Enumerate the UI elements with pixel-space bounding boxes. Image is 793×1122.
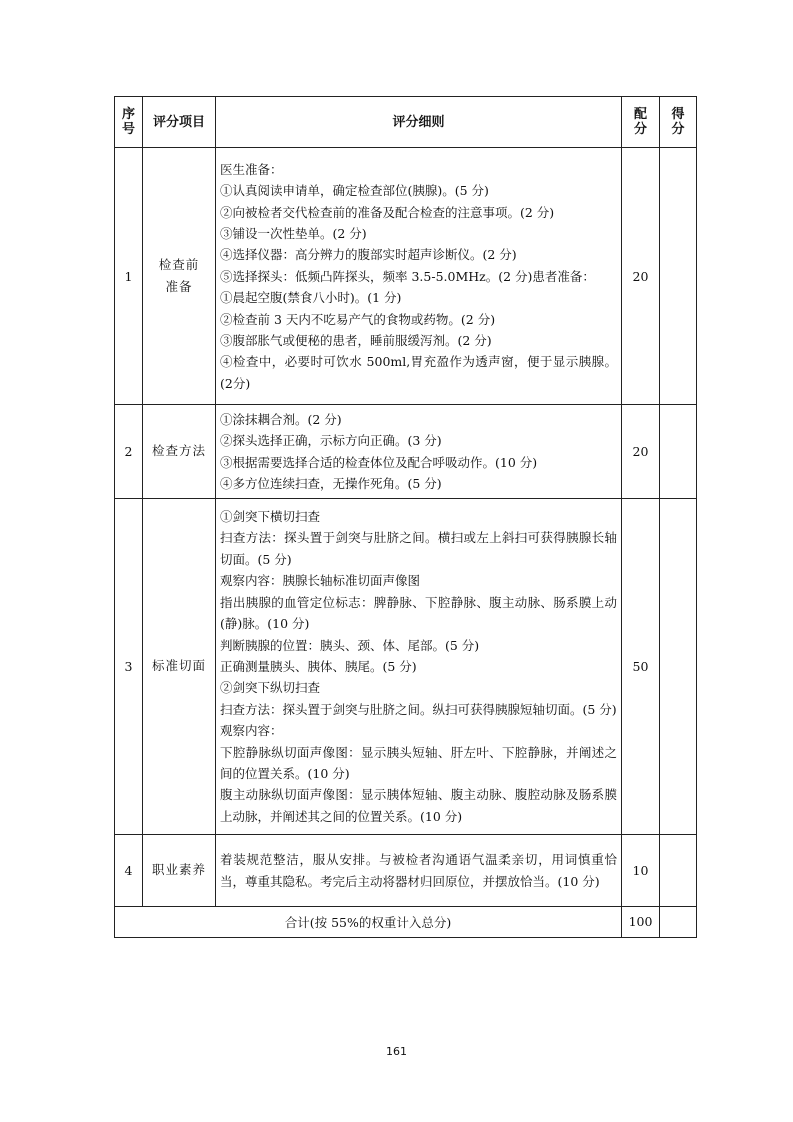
detail-line: 扫查方法：探头置于剑突与肚脐之间。纵扫可获得胰腺短轴切面。(5 分) (220, 701, 617, 717)
detail-line: ①认真阅读申请单，确定检查部位(胰腺)。(5 分) (220, 183, 489, 199)
detail-line: 下腔静脉纵切面声像图：显示胰头短轴、肝左叶、下腔静脉，并阐述之间的位置关系。(10 分) (220, 744, 617, 781)
row-item: 检查前准备 (143, 148, 216, 405)
row-score-cell[interactable] (660, 834, 697, 906)
row-score-cell[interactable] (660, 498, 697, 834)
total-row (115, 906, 697, 937)
header-detail: 评分细则 (216, 97, 622, 148)
row-score-cell[interactable] (660, 148, 697, 405)
detail-line: ②检查前 3 天内不吃易产气的食物或药物。(2 分) (220, 311, 496, 327)
header-points: 配分 (622, 97, 660, 148)
detail-line: 正确测量胰头、胰体、胰尾。(5 分) (220, 658, 417, 674)
row-details (216, 405, 622, 499)
detail-line: ②剑突下纵切扫查 (220, 680, 321, 696)
table-row (115, 498, 697, 834)
row-points: 50 (622, 498, 660, 834)
row-points: 20 (622, 405, 660, 499)
row-details (216, 834, 622, 906)
scoring-table (114, 96, 697, 938)
detail-line: 判断胰腺的位置：胰头、颈、体、尾部。(5 分) (220, 637, 480, 653)
total-score-cell[interactable] (660, 906, 697, 937)
row-item: 标准切面 (143, 498, 216, 834)
row-details (216, 148, 622, 405)
row-details (216, 498, 622, 834)
table-row (115, 834, 697, 906)
detail-line: 指出胰腺的血管定位标志：脾静脉、下腔静脉、腹主动脉、肠系膜上动(静)脉。(10 分) (220, 594, 617, 632)
row-index: 3 (115, 498, 143, 834)
detail-line: ①剑突下横切扫查 (220, 509, 321, 525)
detail-line: 观察内容：胰腺长轴标准切面声像图 (220, 573, 421, 589)
total-points: 100 (622, 906, 660, 937)
detail-line: ②向被检者交代检查前的准备及配合检查的注意事项。(2 分) (220, 204, 555, 220)
row-index: 4 (115, 834, 143, 906)
page-number: 161 (386, 1045, 407, 1058)
detail-line: ④选择仪器：高分辨力的腹部实时超声诊断仪。(2 分) (220, 247, 517, 263)
detail-line: ③腹部胀气或便秘的患者，睡前服缓泻剂。(2 分) (220, 333, 492, 349)
header-index: 序号 (115, 97, 143, 148)
detail-line: ③根据需要选择合适的检查体位及配合呼吸动作。(10 分) (220, 454, 538, 470)
detail-line: ①涂抹耦合剂。(2 分) (220, 412, 342, 427)
detail-line: 着装规范整洁，服从安排。与被检者沟通语气温柔亲切，用词慎重恰当，尊重其隐私。考完后主动将器材归回原位，并摆放恰当。(10 分) (220, 852, 617, 889)
detail-line: ⑤选择探头：低频凸阵探头，频率 3.5-5.0MHz。(2 分)患者准备： (220, 268, 595, 284)
header-item: 评分项目 (143, 97, 216, 148)
detail-line: ②探头选择正确，示标方向正确。(3 分) (220, 433, 442, 449)
total-label: 合计(按 55%的权重计入总分) (115, 906, 622, 937)
row-score-cell[interactable] (660, 405, 697, 499)
detail-line: 观察内容： (220, 723, 283, 739)
detail-line: 扫查方法：探头置于剑突与肚脐之间。横扫或左上斜扫可获得胰腺长轴切面。(5 分) (220, 530, 617, 567)
detail-line: ③铺设一次性垫单。(2 分) (220, 225, 367, 241)
row-item: 检查方法 (143, 405, 216, 499)
row-index: 2 (115, 405, 143, 499)
detail-line: ④检查中，必要时可饮水 500ml,胃充盈作为透声窗，便于显示胰腺。(2分) (220, 354, 617, 391)
header-score: 得分 (660, 97, 697, 148)
row-item: 职业素养 (143, 834, 216, 906)
table-row (115, 148, 697, 405)
detail-line: ①晨起空腹(禁食八小时)。(1 分) (220, 290, 402, 306)
row-points: 20 (622, 148, 660, 405)
row-index: 1 (115, 148, 143, 405)
detail-line: ④多方位连续扫查，无操作死角。(5 分) (220, 476, 442, 492)
table-row (115, 405, 697, 499)
detail-line: 医生准备： (220, 161, 283, 177)
table-header-row (115, 97, 697, 148)
detail-line: 腹主动脉纵切面声像图：显示胰体短轴、腹主动脉、腹腔动脉及肠系膜上动脉，并阐述其之间的位置关系。(10 分) (220, 787, 617, 824)
row-points: 10 (622, 834, 660, 906)
